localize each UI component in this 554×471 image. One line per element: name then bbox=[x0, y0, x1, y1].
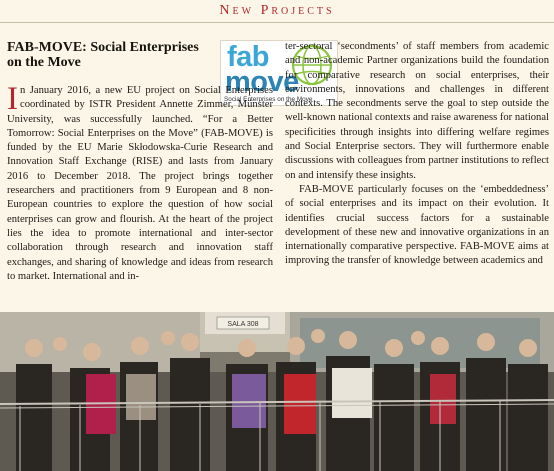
room-sign: SALA 308 bbox=[227, 321, 259, 328]
drop-cap: I bbox=[7, 81, 18, 117]
article-paragraph-2: FAB-MOVE particularly focuses on the ‘embeddedness’ of social enterprises and its impact on their evolution. It identifies crucial success factors for a sustainable development of these new and innovative organizations in an internationally comparative perspective. FAB-MOVE aims at improving the transfer of knowledge between academics and bbox=[285, 183, 549, 267]
article-paragraph-1: n January 2016, a new EU project on Social Enterprises coordinated by ISTR President Annette Zimmer, Münster University, was successfully launched. “For a Better Tomorrow: Social Enterprises on the Move” (FAB-MOVE) is funded by the EU Marie Skłodowska-Curie Research and Innovation Staff Exchange (RISE) and lasts from January 2016 to December 2018. The project brings together researchers and practitioners from 9 European and 8 non-European countries to explore the question of how social enterprises can grow and flourish. At the heart of the project lies the idea to promote international and inter-sector collaboration through research and innovation staff exchanges, and sharing of knowledge and ideas from research to market. International and in- bbox=[7, 85, 273, 282]
article-left-column bbox=[7, 81, 273, 284]
article-right-column bbox=[285, 40, 549, 269]
group-photo-illustration bbox=[0, 312, 554, 471]
article-title: FAB-MOVE: Social Enterprises on the Move bbox=[7, 40, 199, 70]
group-photo bbox=[0, 312, 554, 471]
logo-tagline: Social Enterprises on the Move bbox=[224, 96, 313, 103]
article-paragraph-continued: ter-sectoral ‘secondments’ of staff members from academic and non-academic Partner organizations build the foundation for comparative research on social enterprises, their environments, innovations and challenges in different contexts. The secondments serve the goal to step outside the well-known national contexts and raise awareness for national specificities through insights into differing welfare regimes and Social Enterprise sectors. They will furthermore enable discussions with colleagues from partner institutions to reflect on and intensify these insights. bbox=[285, 41, 549, 181]
section-divider bbox=[0, 22, 554, 23]
logo-word-fab: fab bbox=[227, 41, 269, 73]
logo-word-move: move bbox=[225, 66, 299, 98]
section-header: New Projects bbox=[219, 3, 335, 18]
